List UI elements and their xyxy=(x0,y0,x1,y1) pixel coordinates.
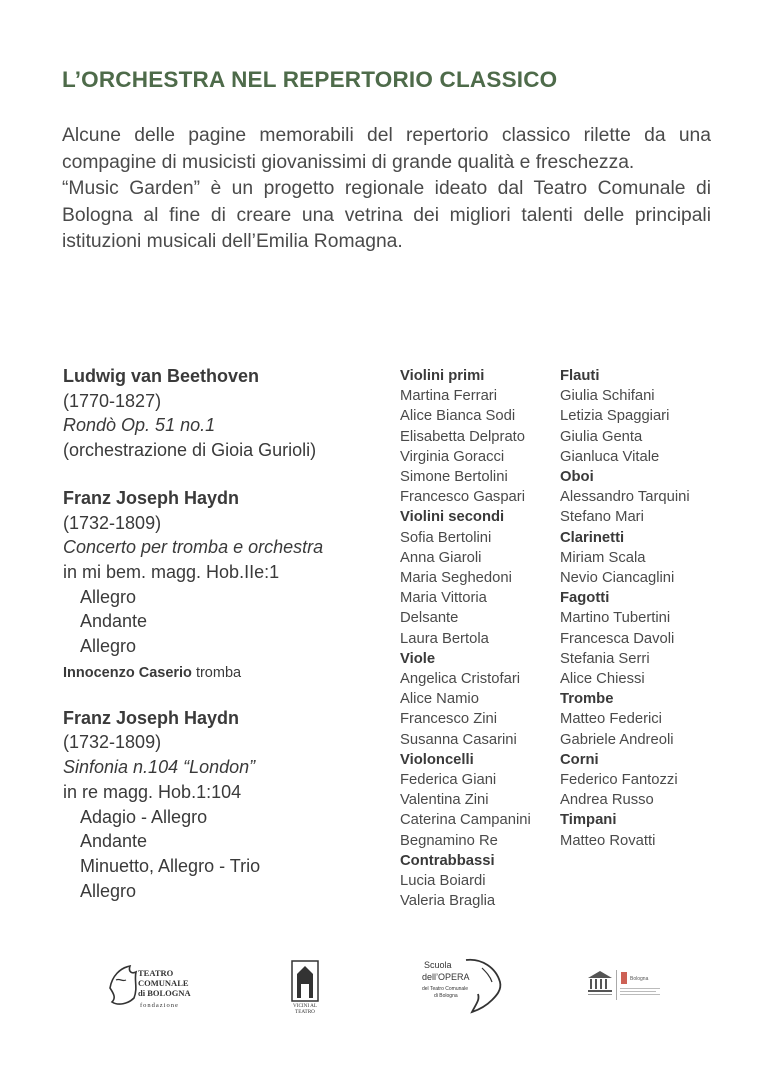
musician-name: Matteo Rovatti xyxy=(560,832,656,849)
work-title: Sinfonia n.104 “London” xyxy=(63,757,256,778)
logo-text: VICINI AL xyxy=(292,1003,318,1009)
section-heading: Violini primi xyxy=(400,368,485,384)
musician-name: Maria Vittoria xyxy=(400,590,487,607)
musician-name: Giulia Schifani xyxy=(560,388,655,405)
section-heading: Timpani xyxy=(560,812,617,829)
vicini-al-teatro-logo xyxy=(289,958,321,1014)
program-list xyxy=(63,364,383,926)
section-heading: Clarinetti xyxy=(560,529,625,546)
logo-text: di Bologna xyxy=(434,993,458,999)
orchestra-roster-column-1 xyxy=(400,366,531,911)
section-heading: Corni xyxy=(560,751,599,768)
movement: Allegro xyxy=(80,586,137,607)
teatro-comunale-bologna-logo xyxy=(108,958,198,1014)
logo-text: TEATRO xyxy=(138,968,174,978)
musician-name: Anna Giaroli xyxy=(400,549,482,566)
musician-name: Alice Bianca Sodi xyxy=(400,408,516,425)
musician-name: Lucia Boiardi xyxy=(400,873,486,890)
musician-name: Caterina Campanini xyxy=(400,812,531,829)
musician-name: Nevio Ciancaglini xyxy=(560,570,675,587)
section-heading: Trombe xyxy=(560,691,614,708)
logo-text: di BOLOGNA xyxy=(138,988,191,998)
section-heading: Violini secondi xyxy=(400,509,505,526)
section-heading: Violoncelli xyxy=(400,751,474,768)
intro-paragraph-1: Alcune delle pagine memorabili del repertorio classico rilette da una compagine di musicisti giovanissimi di grande qualità e freschezza. xyxy=(62,125,711,173)
soloist-name: Innocenzo Caserio xyxy=(63,664,192,681)
composer-dates: (1732-1809) xyxy=(63,732,162,753)
logo-text: COMUNALE xyxy=(138,978,189,988)
movement: Allegro xyxy=(80,880,137,901)
logo-text: fondazione xyxy=(140,1002,179,1009)
musician-name: Giulia Genta xyxy=(560,428,643,445)
musician-name: Begnamino Re xyxy=(400,832,498,849)
musician-name: Francesca Davoli xyxy=(560,630,675,647)
musician-name: Valentina Zini xyxy=(400,792,489,809)
musician-name: Martina Ferrari xyxy=(400,388,498,405)
logo-text: del Teatro Comunale xyxy=(422,986,469,992)
movement: Andante xyxy=(80,831,148,852)
musician-name: Delsante xyxy=(400,610,459,627)
section-heading: Contrabbassi xyxy=(400,852,495,869)
program-piece-haydn-symphony xyxy=(63,706,383,904)
musician-name: Alessandro Tarquini xyxy=(560,489,690,506)
work-detail: in re magg. Hob.1:104 xyxy=(63,781,242,802)
soloist-instrument: tromba xyxy=(195,664,242,681)
program-piece-haydn-concerto xyxy=(63,486,383,683)
page-title: L’ORCHESTRA NEL REPERTORIO CLASSICO xyxy=(62,67,558,92)
movement: Allegro xyxy=(80,636,137,657)
section-heading: Fagotti xyxy=(560,590,610,607)
soloist-credit xyxy=(63,663,383,683)
musician-name: Angelica Cristofari xyxy=(400,671,521,688)
orchestra-roster-column-2 xyxy=(560,366,690,851)
musician-name: Alice Chiessi xyxy=(560,671,645,688)
unesco-bologna-city-of-music-logo xyxy=(586,968,666,1002)
musician-name: Gabriele Andreoli xyxy=(560,731,674,748)
scuola-opera-logo xyxy=(420,954,510,1018)
composer-name: Franz Joseph Haydn xyxy=(63,487,240,508)
musician-name: Stefano Mari xyxy=(560,509,644,526)
composer-name: Franz Joseph Haydn xyxy=(63,707,240,728)
musician-name: Andrea Russo xyxy=(560,792,654,809)
work-detail: in mi bem. magg. Hob.IIe:1 xyxy=(63,561,280,582)
musician-name: Maria Seghedoni xyxy=(400,570,512,587)
musician-name: Elisabetta Delprato xyxy=(400,428,526,445)
movement: Andante xyxy=(80,611,148,632)
musician-name: Valeria Braglia xyxy=(400,893,496,910)
movement: Adagio - Allegro xyxy=(80,806,208,827)
musician-name: Matteo Federici xyxy=(560,711,662,728)
section-heading: Oboi xyxy=(560,469,594,486)
musician-name: Francesco Zini xyxy=(400,711,498,728)
musician-name: Stefania Serri xyxy=(560,650,650,667)
musician-name: Laura Bertola xyxy=(400,630,489,647)
musician-name: Alice Namio xyxy=(400,691,479,708)
musician-name: Federico Fantozzi xyxy=(560,772,678,789)
musician-name: Letizia Spaggiari xyxy=(560,408,670,425)
musician-name: Simone Bertolini xyxy=(400,469,508,486)
intro-paragraph-2: “Music Garden” è un progetto regionale ideato dal Teatro Comunale di Bologna al fine di creare una vetrina dei migliori talenti delle principali istituzioni musicali dell’Emilia Romagna. xyxy=(62,178,711,252)
section-heading: Flauti xyxy=(560,368,600,384)
musician-name: Martino Tubertini xyxy=(560,610,671,627)
musician-name: Federica Giani xyxy=(400,772,497,789)
musician-name: Virginia Goracci xyxy=(400,448,505,465)
musician-name: Francesco Gaspari xyxy=(400,489,526,506)
composer-dates: (1770-1827) xyxy=(63,390,162,411)
sponsor-logos xyxy=(0,950,775,1020)
work-detail: (orchestrazione di Gioia Gurioli) xyxy=(63,440,317,461)
logo-text: Scuola xyxy=(424,960,452,970)
logo-text: Bologna xyxy=(630,976,649,982)
musician-name: Miriam Scala xyxy=(560,549,646,566)
composer-dates: (1732-1809) xyxy=(63,512,162,533)
movement: Minuetto, Allegro - Trio xyxy=(80,855,261,876)
musician-name: Susanna Casarini xyxy=(400,731,517,748)
program-piece-beethoven xyxy=(63,364,383,463)
musician-name: Gianluca Vitale xyxy=(560,448,660,465)
musician-name: Sofia Bertolini xyxy=(400,529,492,546)
intro-text xyxy=(62,123,711,256)
logo-text: TEATRO xyxy=(295,1009,315,1014)
composer-name: Ludwig van Beethoven xyxy=(63,366,260,386)
logo-text: dell’OPERA xyxy=(422,972,470,982)
section-heading: Viole xyxy=(400,650,436,667)
work-title: Rondò Op. 51 no.1 xyxy=(63,415,216,436)
work-title: Concerto per tromba e orchestra xyxy=(63,537,324,558)
